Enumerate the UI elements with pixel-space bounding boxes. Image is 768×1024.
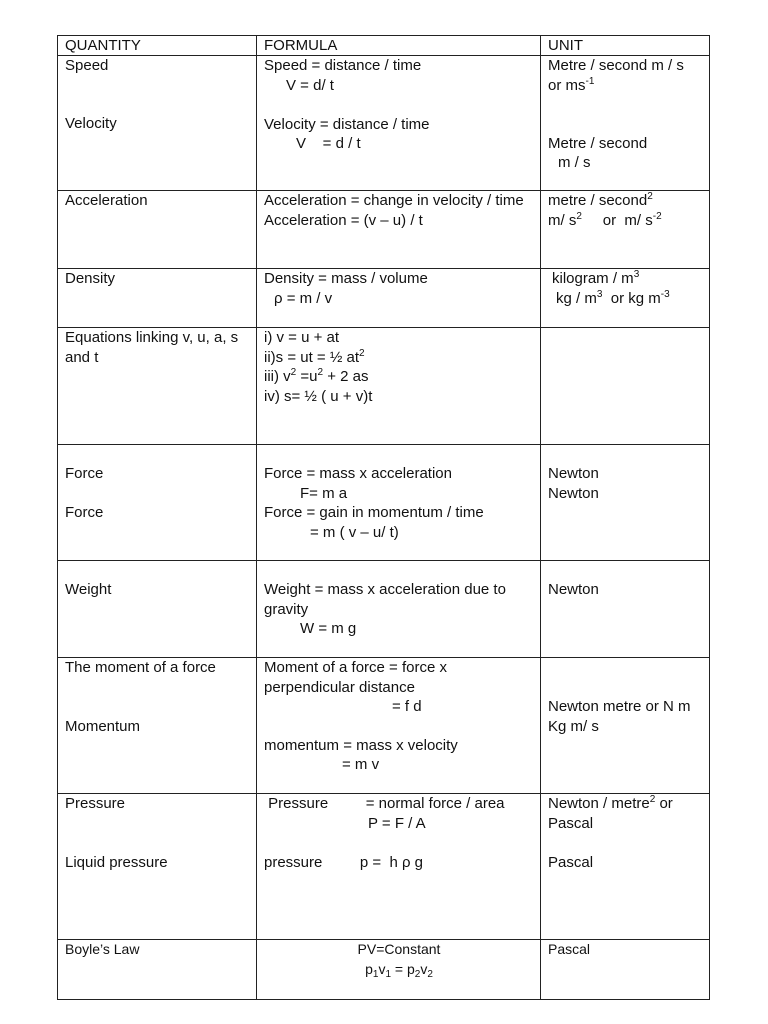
header-unit: UNIT	[541, 36, 710, 56]
unit-cell	[541, 658, 710, 794]
formula-line: Acceleration = (v – u) / t	[264, 211, 423, 229]
table-row	[58, 940, 710, 1000]
formula-cell	[257, 191, 541, 269]
unit-line: kg / $m^3$ or kg $m^{-3}$	[556, 288, 670, 307]
quantity-cell	[58, 445, 257, 561]
formula-line: = m v	[342, 756, 380, 774]
quantity-moment: The moment of a force	[65, 659, 216, 677]
quantity-force: Force	[65, 504, 104, 522]
formula-line: Force = gain in momentum / time	[264, 504, 484, 522]
formula-line: F= m a	[300, 484, 348, 502]
header-row	[58, 36, 710, 56]
table-row	[58, 191, 710, 269]
unit-line: Newton / metre$^2$ or Pascal	[548, 794, 673, 832]
formula-line: momentum = mass x velocity	[264, 737, 458, 755]
unit-cell	[541, 794, 710, 940]
table-row	[58, 269, 710, 328]
formula-line: = m ( v – u/ t)	[310, 523, 399, 541]
unit-cell	[541, 56, 710, 191]
quantity-weight: Weight	[58, 561, 257, 658]
formula-line: Pressure = normal force / area	[264, 795, 505, 813]
quantity-speed: Speed	[65, 57, 109, 75]
header-formula: FORMULA	[257, 36, 541, 56]
formula-line: ρ = m / v	[274, 289, 333, 307]
unit-line: Newton	[548, 484, 599, 502]
unit-cell	[541, 191, 710, 269]
formula-line: P = F / A	[368, 814, 426, 832]
unit-cell-empty	[541, 328, 710, 445]
quantity-momentum: Momentum	[65, 717, 141, 735]
formula-line: pressure p = h ρ g	[264, 853, 424, 871]
quantity-density: Density	[58, 269, 257, 328]
formula-cell	[257, 56, 541, 191]
formula-line: iii) $v^2 =u^2 + 2$ as	[264, 367, 369, 386]
table-row	[58, 445, 710, 561]
unit-line: Newton metre or N m	[548, 698, 691, 716]
formula-line: PV=Constant	[357, 941, 441, 958]
quantity-velocity: Velocity	[65, 115, 117, 133]
formula-line: V = d / t	[296, 135, 361, 153]
formula-line: Moment of a force = force x perpendicular distance	[264, 659, 447, 696]
formula-line: Density = mass / volume	[264, 270, 428, 288]
unit-line: metre / second$^2$	[548, 191, 653, 210]
table-row	[58, 794, 710, 940]
formula-line: Weight = mass x acceleration due to gravity	[264, 581, 506, 618]
quantity-boyles-law: Boyle’s Law	[58, 940, 257, 1000]
unit-boyles-law: Pascal	[541, 940, 710, 1000]
physics-formula-table	[57, 35, 710, 1000]
unit-line: m/ $s^2$ or m/ $s^{-2}$	[548, 210, 662, 229]
formula-line: $p_1v_1 = p_2v_2$	[365, 960, 433, 980]
unit-line: m / s	[558, 154, 591, 172]
formula-line: V = d/ t	[286, 76, 334, 94]
quantity-acceleration: Acceleration	[58, 191, 257, 269]
table-row	[58, 328, 710, 445]
formula-line: W = m g	[300, 620, 357, 638]
formula-cell	[257, 328, 541, 445]
quantity-cell	[58, 658, 257, 794]
quantity-cell	[58, 56, 257, 191]
formula-cell	[257, 658, 541, 794]
table-row	[58, 56, 710, 191]
unit-cell	[541, 269, 710, 328]
formula-line: iv) s= ½ ( u + v)t	[264, 387, 373, 405]
formula-line: = f d	[392, 698, 422, 716]
quantity-pressure: Pressure	[65, 795, 126, 813]
table-row	[58, 561, 710, 658]
formula-line: i) v = u + at	[264, 329, 340, 347]
formula-cell	[257, 940, 541, 1000]
quantity-equations: Equations linking v, u, a, s and t	[58, 328, 257, 445]
unit-line: kilogram / $m^3$	[552, 269, 640, 288]
unit-cell	[541, 445, 710, 561]
formula-cell	[257, 794, 541, 940]
unit-line: Metre / second m / s	[548, 57, 684, 75]
unit-line: Pascal	[548, 853, 594, 871]
unit-weight: Newton	[541, 561, 710, 658]
quantity-force: Force	[65, 465, 104, 483]
formula-line: Velocity = distance / time	[264, 115, 430, 133]
table-row	[58, 658, 710, 794]
formula-cell	[257, 445, 541, 561]
formula-cell	[257, 269, 541, 328]
formula-cell	[257, 561, 541, 658]
header-quantity: QUANTITY	[58, 36, 257, 56]
unit-line: Metre / second	[548, 135, 648, 152]
unit-line: Newton	[548, 465, 599, 483]
formula-line: Acceleration = change in velocity / time	[264, 192, 524, 210]
unit-line: Kg m/ s	[548, 717, 599, 735]
quantity-cell	[58, 794, 257, 940]
quantity-liquid-pressure: Liquid pressure	[65, 853, 168, 871]
formula-line: ii)s = ut = ½ $at^2$	[264, 347, 365, 366]
formula-line: Force = mass x acceleration	[264, 465, 452, 483]
unit-line: or $ms^{-1}$	[548, 75, 595, 94]
formula-line: Speed = distance / time	[264, 57, 422, 75]
